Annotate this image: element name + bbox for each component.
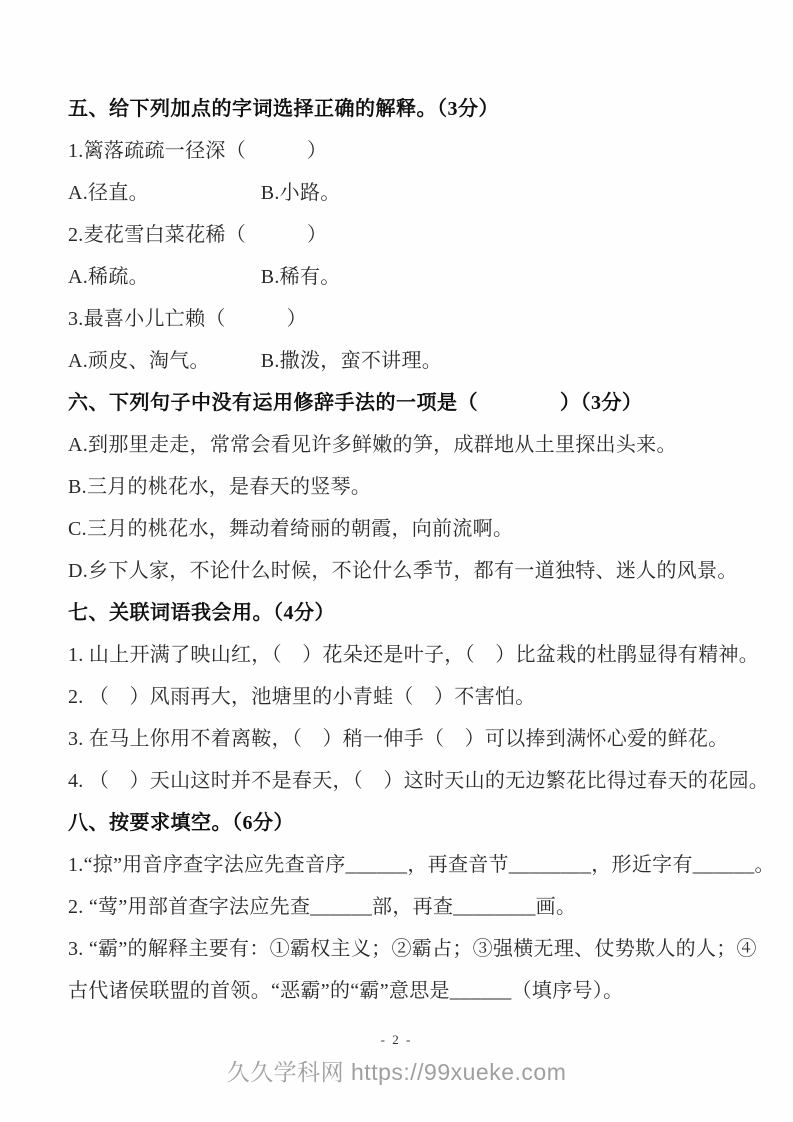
q8-item-2: 2. “莺”用部首查字法应先查______部，再查________画。 [68, 896, 577, 918]
q6-option-a: A.到那里走走，常常会看见许多鲜嫩的笋，成群地从土里探出头来。 [68, 434, 677, 456]
q6-option-d: D.乡下人家，不论什么时候，不论什么季节，都有一道独特、迷人的风景。 [68, 560, 738, 582]
page-number: - 2 - [380, 1032, 413, 1047]
section-6-title: 六、下列句子中没有运用修辞手法的一项是（ ）（3分） [68, 392, 643, 414]
q6-option-c: C.三月的桃花水，舞动着绮丽的朝霞，向前流啊。 [68, 518, 514, 540]
q7-item-1: 1. 山上开满了映山红，（ ）花朵还是叶子，（ ）比盆栽的杜鹃显得有精神。 [68, 644, 760, 666]
section-7-title: 七、关联词语我会用。（4分） [68, 602, 335, 624]
section-5 [68, 88, 737, 382]
exam-content [68, 88, 775, 1012]
q7-item-3: 3. 在马上你用不着离鞍，（ ）稍一伸手（ ）可以捧到满怀心爱的鲜花。 [68, 728, 729, 750]
q5-item-3-options: A.顽皮、淘气。 B.撒泼，蛮不讲理。 [68, 350, 443, 372]
q5-item-1-options: A.径直。 B.小路。 [68, 182, 341, 204]
q7-item-4: 4. （ ）天山这时并不是春天，（ ）这时天山的无边繁花比得过春天的花园。 [68, 770, 770, 792]
section-8-title: 八、按要求填空。（6分） [68, 812, 294, 834]
section-6 [68, 382, 737, 592]
q7-item-2: 2. （ ）风雨再大，池塘里的小青蛙（ ）不害怕。 [68, 686, 536, 708]
q5-item-3: 3.最喜小儿亡赖（ ） [68, 308, 307, 330]
section-5-title: 五、给下列加点的字词选择正确的解释。（3分） [68, 98, 499, 120]
q6-option-b: B.三月的桃花水，是春天的竖琴。 [68, 476, 372, 498]
q8-item-3-continuation: 古代诸侯联盟的首领。“恶霸”的“霸”意思是______（填序号）。 [68, 980, 624, 1002]
q5-item-2: 2.麦花雪白菜花稀（ ） [68, 224, 328, 246]
q8-item-3: 3. “霸”的解释主要有：①霸权主义；②霸占；③强横无理、仗势欺人的人；④ [68, 938, 757, 960]
watermark-text: 久久学科网 https://99xueke.com [226, 1059, 567, 1085]
section-7 [68, 592, 770, 802]
q5-item-1: 1.篱落疏疏一径深（ ） [68, 140, 328, 162]
q8-item-1: 1.“掠”用音序查字法应先查音序______，再查音节________，形近字有______。 [68, 854, 775, 876]
q5-item-2-options: A.稀疏。 B.稀有。 [68, 266, 341, 288]
section-8 [68, 802, 775, 1012]
